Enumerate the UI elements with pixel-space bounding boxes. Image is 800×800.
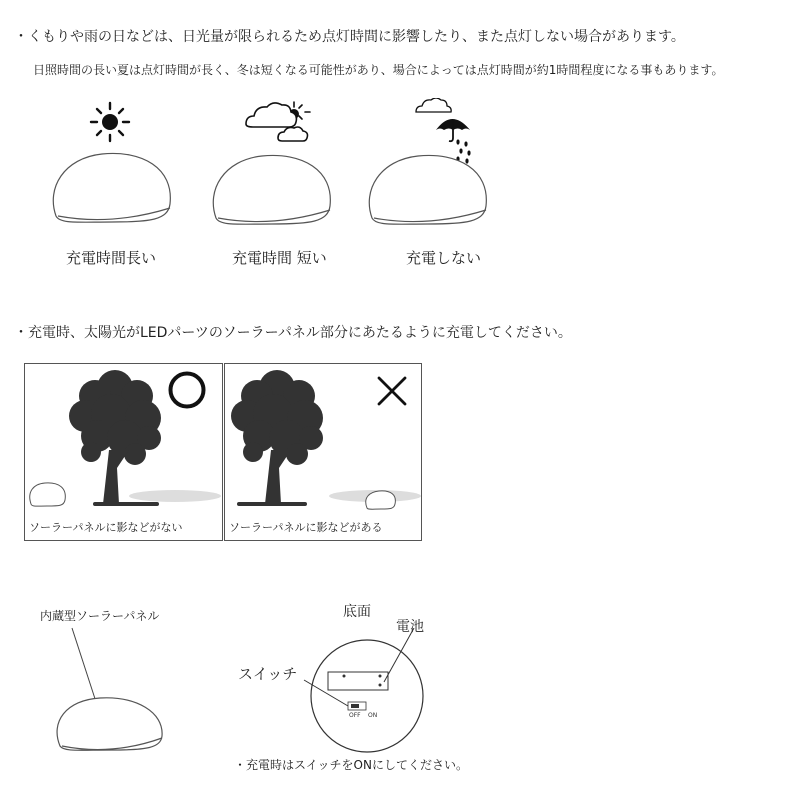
panel-with-shadow-caption: ソーラーパネルに影などがある [229, 521, 383, 534]
weather-caption-rainy: 充電しない [406, 249, 482, 267]
weather-caption-sunny: 充電時間長い [66, 249, 157, 267]
intro-line-1: ・くもりや雨の日などは、日光量が限られるため点灯時間に影響したり、また点灯しない場合があります。 [14, 29, 685, 45]
charging-instruction: ・充電時、太陽光がLEDパーツのソーラーパネル部分にあたるように充電してください。 [14, 325, 572, 341]
panel-no-shadow [24, 363, 223, 541]
stone-light [210, 150, 336, 232]
ng-mark-icon [375, 374, 409, 408]
cloud-sun-icon [242, 100, 314, 152]
switch-on-label: ON [368, 712, 378, 719]
stone-light-side-view [40, 620, 170, 760]
switch-label: スイッチ [238, 665, 298, 683]
panel-with-shadow [224, 363, 422, 541]
weather-caption-cloudy: 充電時間 短い [232, 249, 327, 267]
bottom-face-label: 底面 [343, 604, 371, 620]
battery-label: 電池 [396, 619, 424, 635]
builtin-solar-panel-label: 内蔵型ソーラーパネル [40, 609, 160, 623]
sun-icon [86, 100, 136, 145]
panel-no-shadow-caption: ソーラーパネルに影などがない [29, 521, 183, 534]
ok-mark-icon [167, 370, 207, 410]
stone-light [50, 148, 176, 230]
intro-line-2: 日照時間の長い夏は点灯時間が長く、冬は短くなる可能性があり、場合によっては点灯時間が約1時間程度になる事もあります。 [33, 63, 724, 77]
switch-off-label: OFF [349, 712, 361, 719]
switch-note: ・充電時はスイッチをONにしてください。 [234, 758, 468, 772]
bottom-view-diagram [300, 628, 440, 758]
stone-light [366, 150, 492, 232]
